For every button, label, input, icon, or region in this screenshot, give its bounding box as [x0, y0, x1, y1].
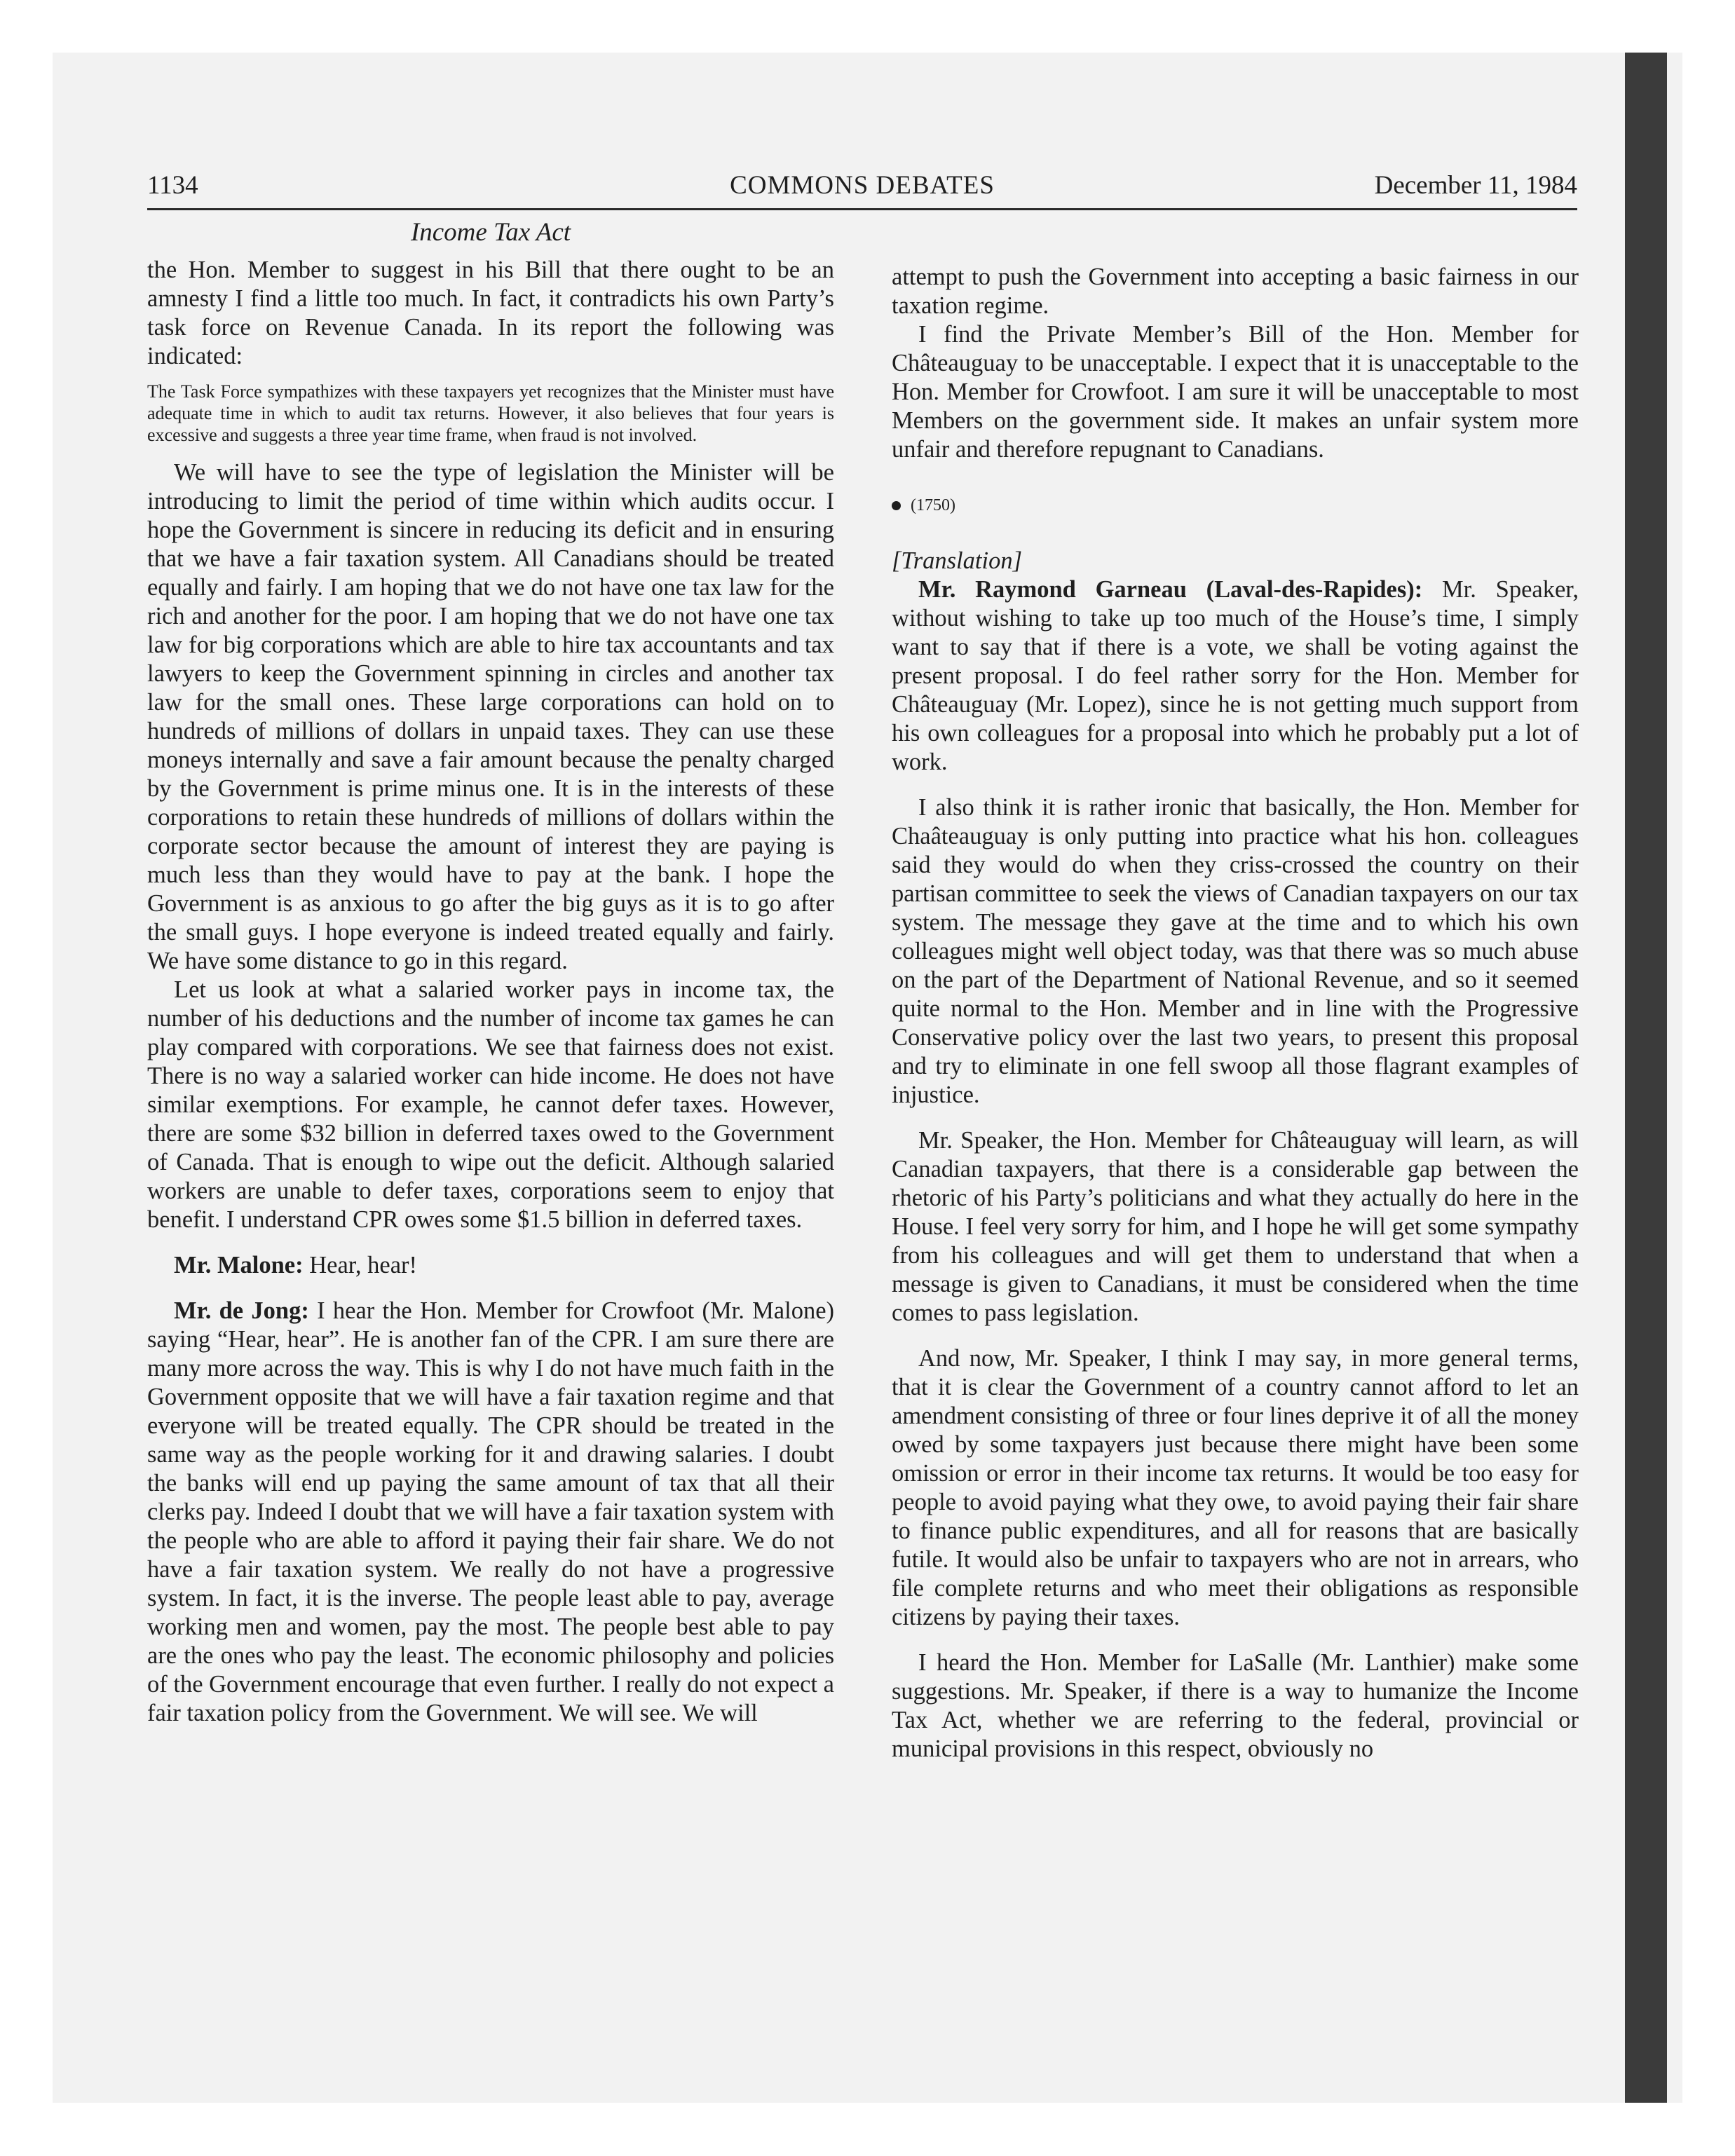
speaker-name: Mr. Raymond Garneau (Laval-des-Rapides): — [918, 576, 1423, 603]
speech-malone — [147, 1251, 834, 1280]
speaker-name: Mr. Malone: — [174, 1252, 304, 1278]
speech-text: I hear the Hon. Member for Crowfoot (Mr. Malone) saying “Hear, hear”. He is another fan of the CPR. I am sure there are many more across the way. This is why I do not have much faith in the Government opposite that we will have a fair taxation regime and that everyone will be treated equally. The CPR should be treated in the same way as the people working for it and drawing salaries. I doubt the banks will end up paying the same amount of tax that all their clerks pay. Indeed I doubt that we will have a fair taxation system with the people who are able to afford it paying their fair share. We do not have a fair taxation system. We really do not have a progressive system. In fact, it is the inverse. The people least able to pay, average working men and women, pay the most. The people best able to pay are the ones who pay the least. The economic philosophy and policies of the Government encourage that even further. I really do not expect a fair taxation policy from the Government. We will see. We will — [147, 1297, 834, 1726]
speech-de-jong — [147, 1297, 834, 1728]
page-number: 1134 — [147, 171, 198, 200]
scan-border-strip — [1625, 53, 1667, 2103]
page-header — [147, 165, 1577, 210]
speech-text: Hear, hear! — [303, 1252, 417, 1278]
paragraph: the Hon. Member to suggest in his Bill that there ought to be an amnesty I find a little too much. In fact, it contradicts his own Party’s task force on Revenue Canada. In its report the following was indicated: — [147, 257, 834, 369]
timestamp — [892, 495, 1579, 516]
timestamp-text: (1750) — [911, 496, 955, 514]
paragraph: We will have to see the type of legislation the Minister will be introducing to limit the period of time within which audits occur. I hope the Government is sincere in reducing its deficit and in ensuring that we have a fair taxation system. All Canadians should be treated equally and fairly. I am hoping that we do not have one tax law for the rich and another for the poor. I am hoping that we do not have one tax law for big corporations which are able to hire tax accountants and tax lawyers to keep the Government spinning in circles and another tax law for the small ones. These large corporations can hold on to hundreds of millions of dollars in unpaid taxes. They can use these moneys internally and save a fair amount because the penalty charged by the Government is prime minus one. It is in the interests of these corporations to retain these hundreds of millions of dollars within the corporate sector because the amount of interest they are paying is much less than they would have to pay at the bank. I hope the Government is as anxious to go after the big guys as it is to go after the small guys. I hope everyone is indeed treated equally and fairly. We have some distance to go in this regard. — [147, 459, 834, 974]
speaker-name: Mr. de Jong: — [174, 1297, 309, 1324]
paragraph: I heard the Hon. Member for LaSalle (Mr. Lanthier) make some suggestions. Mr. Speaker, if there is a way to humanize the Income Tax Act, whether we are referring to the federal, provincial or municipal provisions in this respect, obviously no — [892, 1649, 1579, 1762]
paragraph: Let us look at what a salaried worker pays in income tax, the number of his deductions and the number of income tax games he can play compared with corporations. We see that fairness does not exist. There is no way a salaried worker can hide income. He does not have similar exemptions. For example, he cannot defer taxes. However, there are some $32 billion in deferred taxes owed to the Government of Canada. That is enough to wipe out the deficit. Although salaried workers are unable to defer taxes, corporations seem to enjoy that benefit. I understand CPR owes some $1.5 billion in deferred taxes. — [147, 976, 834, 1233]
bullet-icon — [892, 501, 901, 510]
speech-garneau — [892, 575, 1579, 777]
paragraph: I find the Private Member’s Bill of the Hon. Member for Châteauguay to be unacceptable. I expect that it is unacceptable to the Hon. Member for Crowfoot. I am sure it will be unacceptable to most Members on the government side. It makes an unfair system more unfair and therefore repugnant to Canadians. — [892, 321, 1579, 463]
speech-text: Mr. Speaker, without wishing to take up too much of the House’s time, I simply want to say that if there is a vote, we shall be voting against the present proposal. I do feel rather sorry for the Hon. Member for Châteauguay (Mr. Lopez), since he is not getting much support from his own colleagues for a proposal into which he probably put a lot of work. — [892, 576, 1579, 775]
running-title: Income Tax Act — [410, 218, 571, 247]
paragraph: attempt to push the Government into accepting a basic fairness in our taxation regime. — [892, 264, 1579, 319]
journal-title: COMMONS DEBATES — [730, 171, 995, 200]
left-column — [147, 256, 834, 1728]
block-quote: The Task Force sympathizes with these taxpayers yet recognizes that the Minister must have adequate time in which to audit tax returns. However, it also believes that four years is excessive and suggests a three year time frame, when fraud is not involved. — [147, 381, 834, 445]
right-column — [892, 263, 1579, 1763]
paragraph: I also think it is rather ironic that basically, the Hon. Member for Chaâteauguay is only putting into practice what his hon. colleagues said they would do when they criss-crossed the country on their partisan committee to seek the views of Canadian taxpayers on our tax system. The message they gave at the time and to which his own colleagues might well object today, was that there was so much abuse on the part of the Department of National Revenue, and so it seemed quite normal to the Hon. Member and in line with the Progressive Conservative policy over the last two years, to present this proposal and try to eliminate in one fell swoop all those flagrant examples of injustice. — [892, 794, 1579, 1108]
paragraph: And now, Mr. Speaker, I think I may say, in more general terms, that it is clear the Government of a country cannot afford to let an amendment consisting of three or four lines deprive it of all the money owed by some taxpayers just because there might have been some omission or error in their income tax returns. It would be too easy for people to avoid paying what they owe, to avoid paying their fair share to finance public expenditures, and all for reasons that are basically futile. It would also be unfair to taxpayers who are not in arrears, who file complete returns and who meet their obligations as responsible citizens by paying their taxes. — [892, 1345, 1579, 1630]
header-date: December 11, 1984 — [1374, 171, 1577, 200]
paragraph: Mr. Speaker, the Hon. Member for Châteauguay will learn, as will Canadian taxpayers, that there is a considerable gap between the rhetoric of his Party’s politicians and what they actually do here in the House. I feel very sorry for him, and I hope he will get some sympathy from his colleagues and will get them to understand that when a message is given to Canadians, it must be considered when the time comes to pass legislation. — [892, 1127, 1579, 1326]
translation-label: [Translation] — [892, 547, 1022, 574]
